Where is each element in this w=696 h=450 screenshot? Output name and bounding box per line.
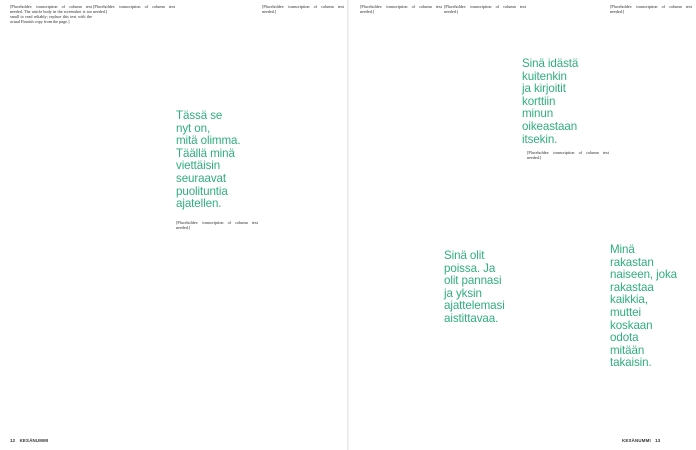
right-column-3: [527, 150, 609, 430]
center-gutter: [347, 0, 349, 450]
pull-quote-line: Minä: [610, 243, 635, 256]
pull-quote-line: seuraavat: [176, 171, 227, 185]
page-number: 12: [10, 438, 16, 443]
page-number: 13: [655, 438, 661, 443]
paragraph: [Placeholder: transcription of column text needed.]: [176, 220, 258, 231]
pull-quote-line: mitään: [610, 343, 645, 357]
pull-quote-line: Tässä se: [176, 109, 223, 122]
pull-quote-line: olit pannasi: [444, 274, 502, 288]
pull-quote-line: ajatellen.: [176, 197, 222, 211]
pull-quote-line: mitä olimma.: [176, 134, 241, 148]
pull-quote-line: naiseen, joka: [610, 268, 678, 282]
pull-quote-right-2: [444, 250, 524, 326]
pull-quote-line: nyt on,: [176, 121, 211, 135]
paragraph: [Placeholder: transcription of column text needed.]: [262, 4, 344, 15]
pull-quote-line: aistittavaa.: [444, 311, 499, 325]
pull-quote-line: viettäisin: [176, 159, 221, 173]
paragraph: [Placeholder: transcription of column text needed.]: [610, 4, 692, 15]
paragraph: [Placeholder: transcription of column text needed. The article body in the screenshot is too small to read reliably; replace this text with the actual Finnish copy from the page.]: [10, 4, 92, 25]
right-footer: [622, 438, 660, 443]
pull-quote-line: puolituntia: [176, 184, 228, 198]
pull-quote-line: kaikkia,: [610, 293, 648, 307]
left-footer: [10, 438, 48, 443]
pull-quote-line: oikeastaan: [522, 119, 578, 133]
pull-quote-line: Sinä olit: [444, 249, 485, 262]
paragraph: [Placeholder: transcription of column text needed.]: [527, 150, 609, 161]
left-column-1: [10, 4, 92, 434]
pull-quote-left: [176, 110, 260, 211]
pull-quote-line: rakastaa: [610, 280, 654, 294]
pull-quote-line: poissa. Ja: [444, 261, 496, 275]
left-column-3: [176, 220, 258, 430]
paragraph: [Placeholder: transcription of column text needed.]: [360, 4, 442, 15]
pull-quote-line: koskaan: [610, 318, 653, 332]
pull-quote-right-3: [610, 244, 692, 370]
right-column-4: [610, 4, 692, 234]
pull-quote-right-1: [522, 58, 606, 146]
pull-quote-line: ajattelemasi: [444, 299, 505, 313]
pull-quote-line: korttiin: [522, 94, 556, 108]
pull-quote-line: muttei: [610, 305, 641, 319]
pull-quote-line: itsekin.: [522, 132, 558, 146]
paragraph: [Placeholder: transcription of column text needed.]: [93, 4, 175, 15]
paragraph: [Placeholder: transcription of column text needed.]: [444, 4, 526, 15]
right-column-1: [360, 4, 442, 434]
left-column-2: [93, 4, 175, 434]
pull-quote-line: Täällä minä: [176, 146, 235, 160]
pull-quote-line: Sinä idästä: [522, 57, 579, 70]
right-column-2: [444, 4, 526, 434]
pull-quote-line: minun: [522, 107, 554, 121]
magazine-name: KESÄNUMMI: [622, 438, 651, 443]
pull-quote-line: rakastan: [610, 255, 654, 269]
pull-quote-line: kuitenkin: [522, 69, 567, 83]
pull-quote-line: odota: [610, 331, 639, 345]
pull-quote-line: ja yksin: [444, 286, 482, 300]
left-column-4: [262, 4, 344, 434]
pull-quote-line: ja kirjoitit: [522, 82, 566, 96]
pull-quote-line: takaisin.: [610, 356, 652, 370]
magazine-name: KESÄNUMMI: [19, 438, 49, 443]
